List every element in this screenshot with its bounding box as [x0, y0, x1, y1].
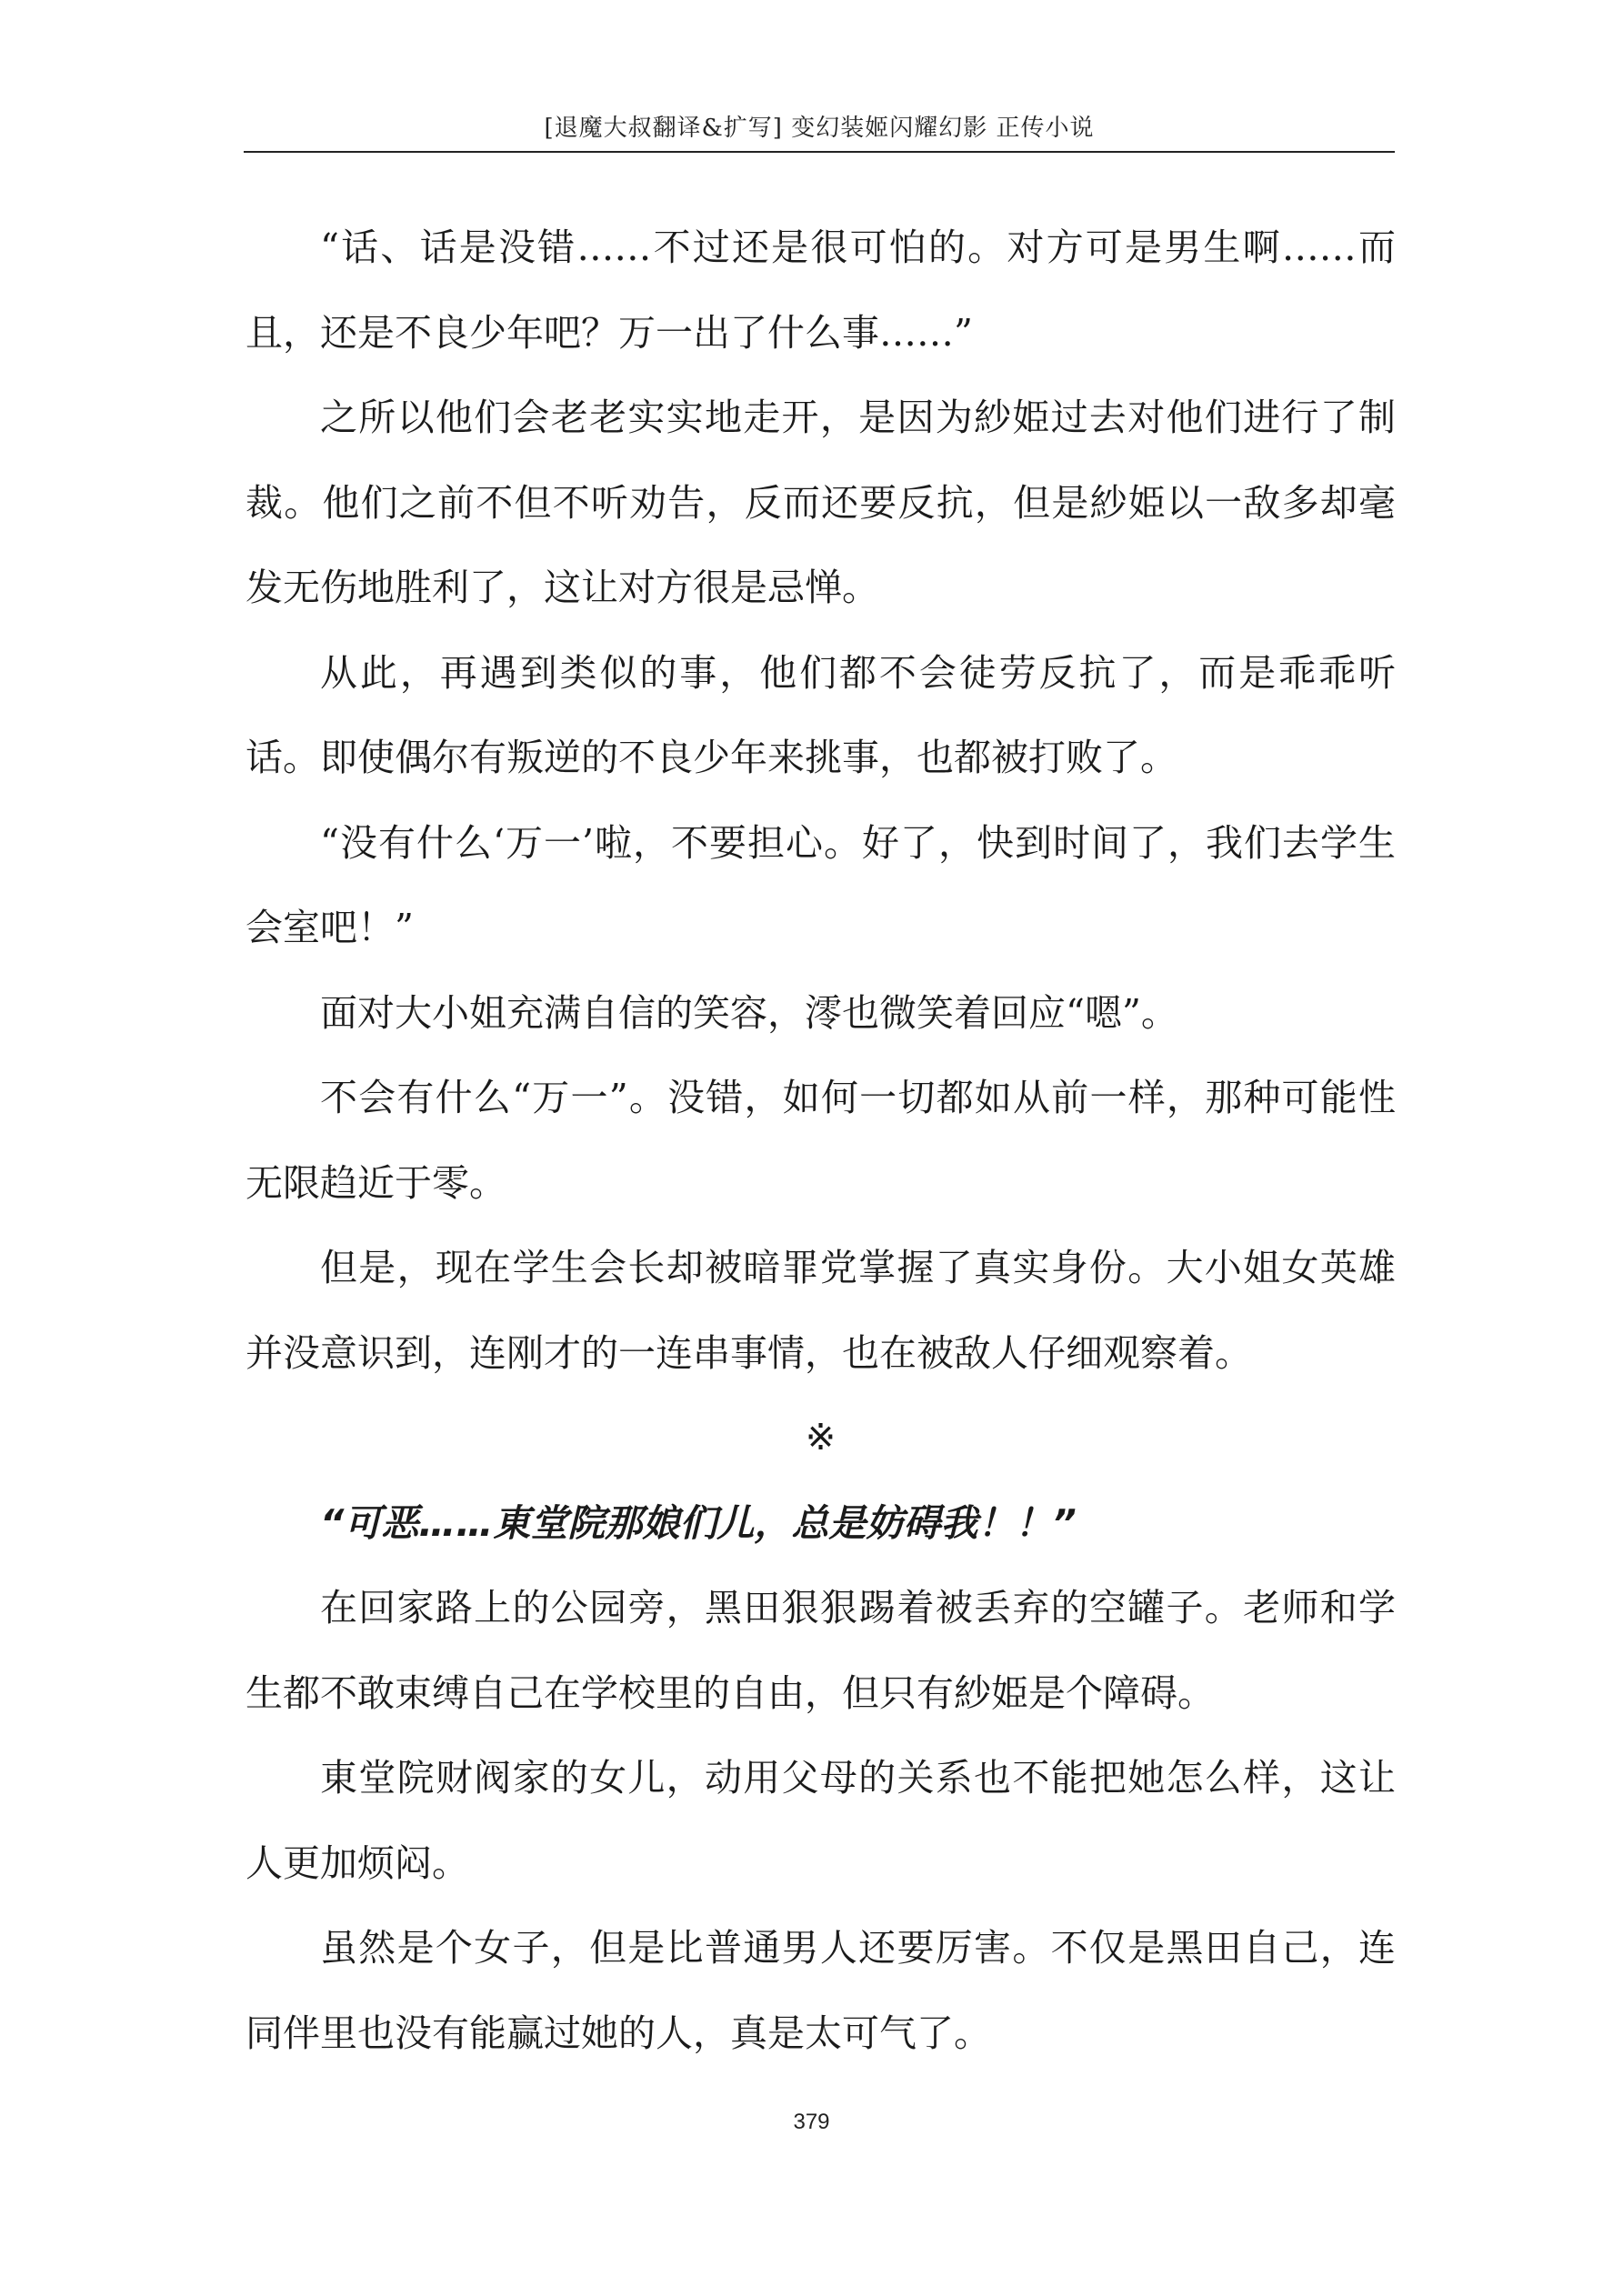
- scene-separator: ※: [805, 1417, 837, 1459]
- paragraph: 在回家路上的公园旁，黑田狠狠踢着被丢弃的空罐子。老师和学生都不敢束缚自己在学校里的自由，但只有紗姫是个障碍。: [245, 1586, 1396, 1715]
- page-number: 379: [793, 2110, 830, 2134]
- emphasized-dialogue: “可恶……東堂院那娘们儿，总是妨碍我！！”: [320, 1500, 1077, 1545]
- page-body: [245, 206, 1396, 2076]
- header-divider: [244, 151, 1395, 153]
- paragraph: 不会有什么“万一”。没错，如何一切都如从前一样，那种可能性无限趋近于零。: [245, 1076, 1396, 1205]
- paragraph: 東堂院财阀家的女儿，动用父母的关系也不能把她怎么样，这让人更加烦闷。: [245, 1756, 1396, 1885]
- paragraph: 虽然是个女子，但是比普通男人还要厉害。不仅是黑田自己，连同伴里也没有能赢过她的人，真是太可气了。: [245, 1926, 1396, 2055]
- paragraph: 之所以他们会老老实实地走开，是因为紗姫过去对他们进行了制裁。他们之前不但不听劝告，反而还要反抗，但是紗姫以一敌多却毫发无伤地胜利了，这让对方很是忌惮。: [245, 396, 1396, 609]
- running-header: [退魔大叔翻译&扩写] 变幻装姬闪耀幻影 正传小说: [544, 115, 1095, 142]
- paragraph: 但是，现在学生会长却被暗罪党掌握了真实身份。大小姐女英雄并没意识到，连刚才的一连串事情，也在被敌人仔细观察着。: [245, 1246, 1396, 1375]
- paragraph: 面对大小姐充满自信的笑容，澪也微笑着回应“嗯”。: [320, 990, 1178, 1035]
- paragraph: “没有什么‘万一’啦，不要担心。好了，快到时间了，我们去学生会室吧！”: [245, 820, 1396, 949]
- paragraph: 从此，再遇到类似的事，他们都不会徒劳反抗了，而是乖乖听话。即使偶尔有叛逆的不良少年来挑事，也都被打败了。: [245, 650, 1396, 779]
- paragraph: “话、话是没错……不过还是很可怕的。对方可是男生啊……而且，还是不良少年吧？万一出了什么事……”: [245, 226, 1396, 355]
